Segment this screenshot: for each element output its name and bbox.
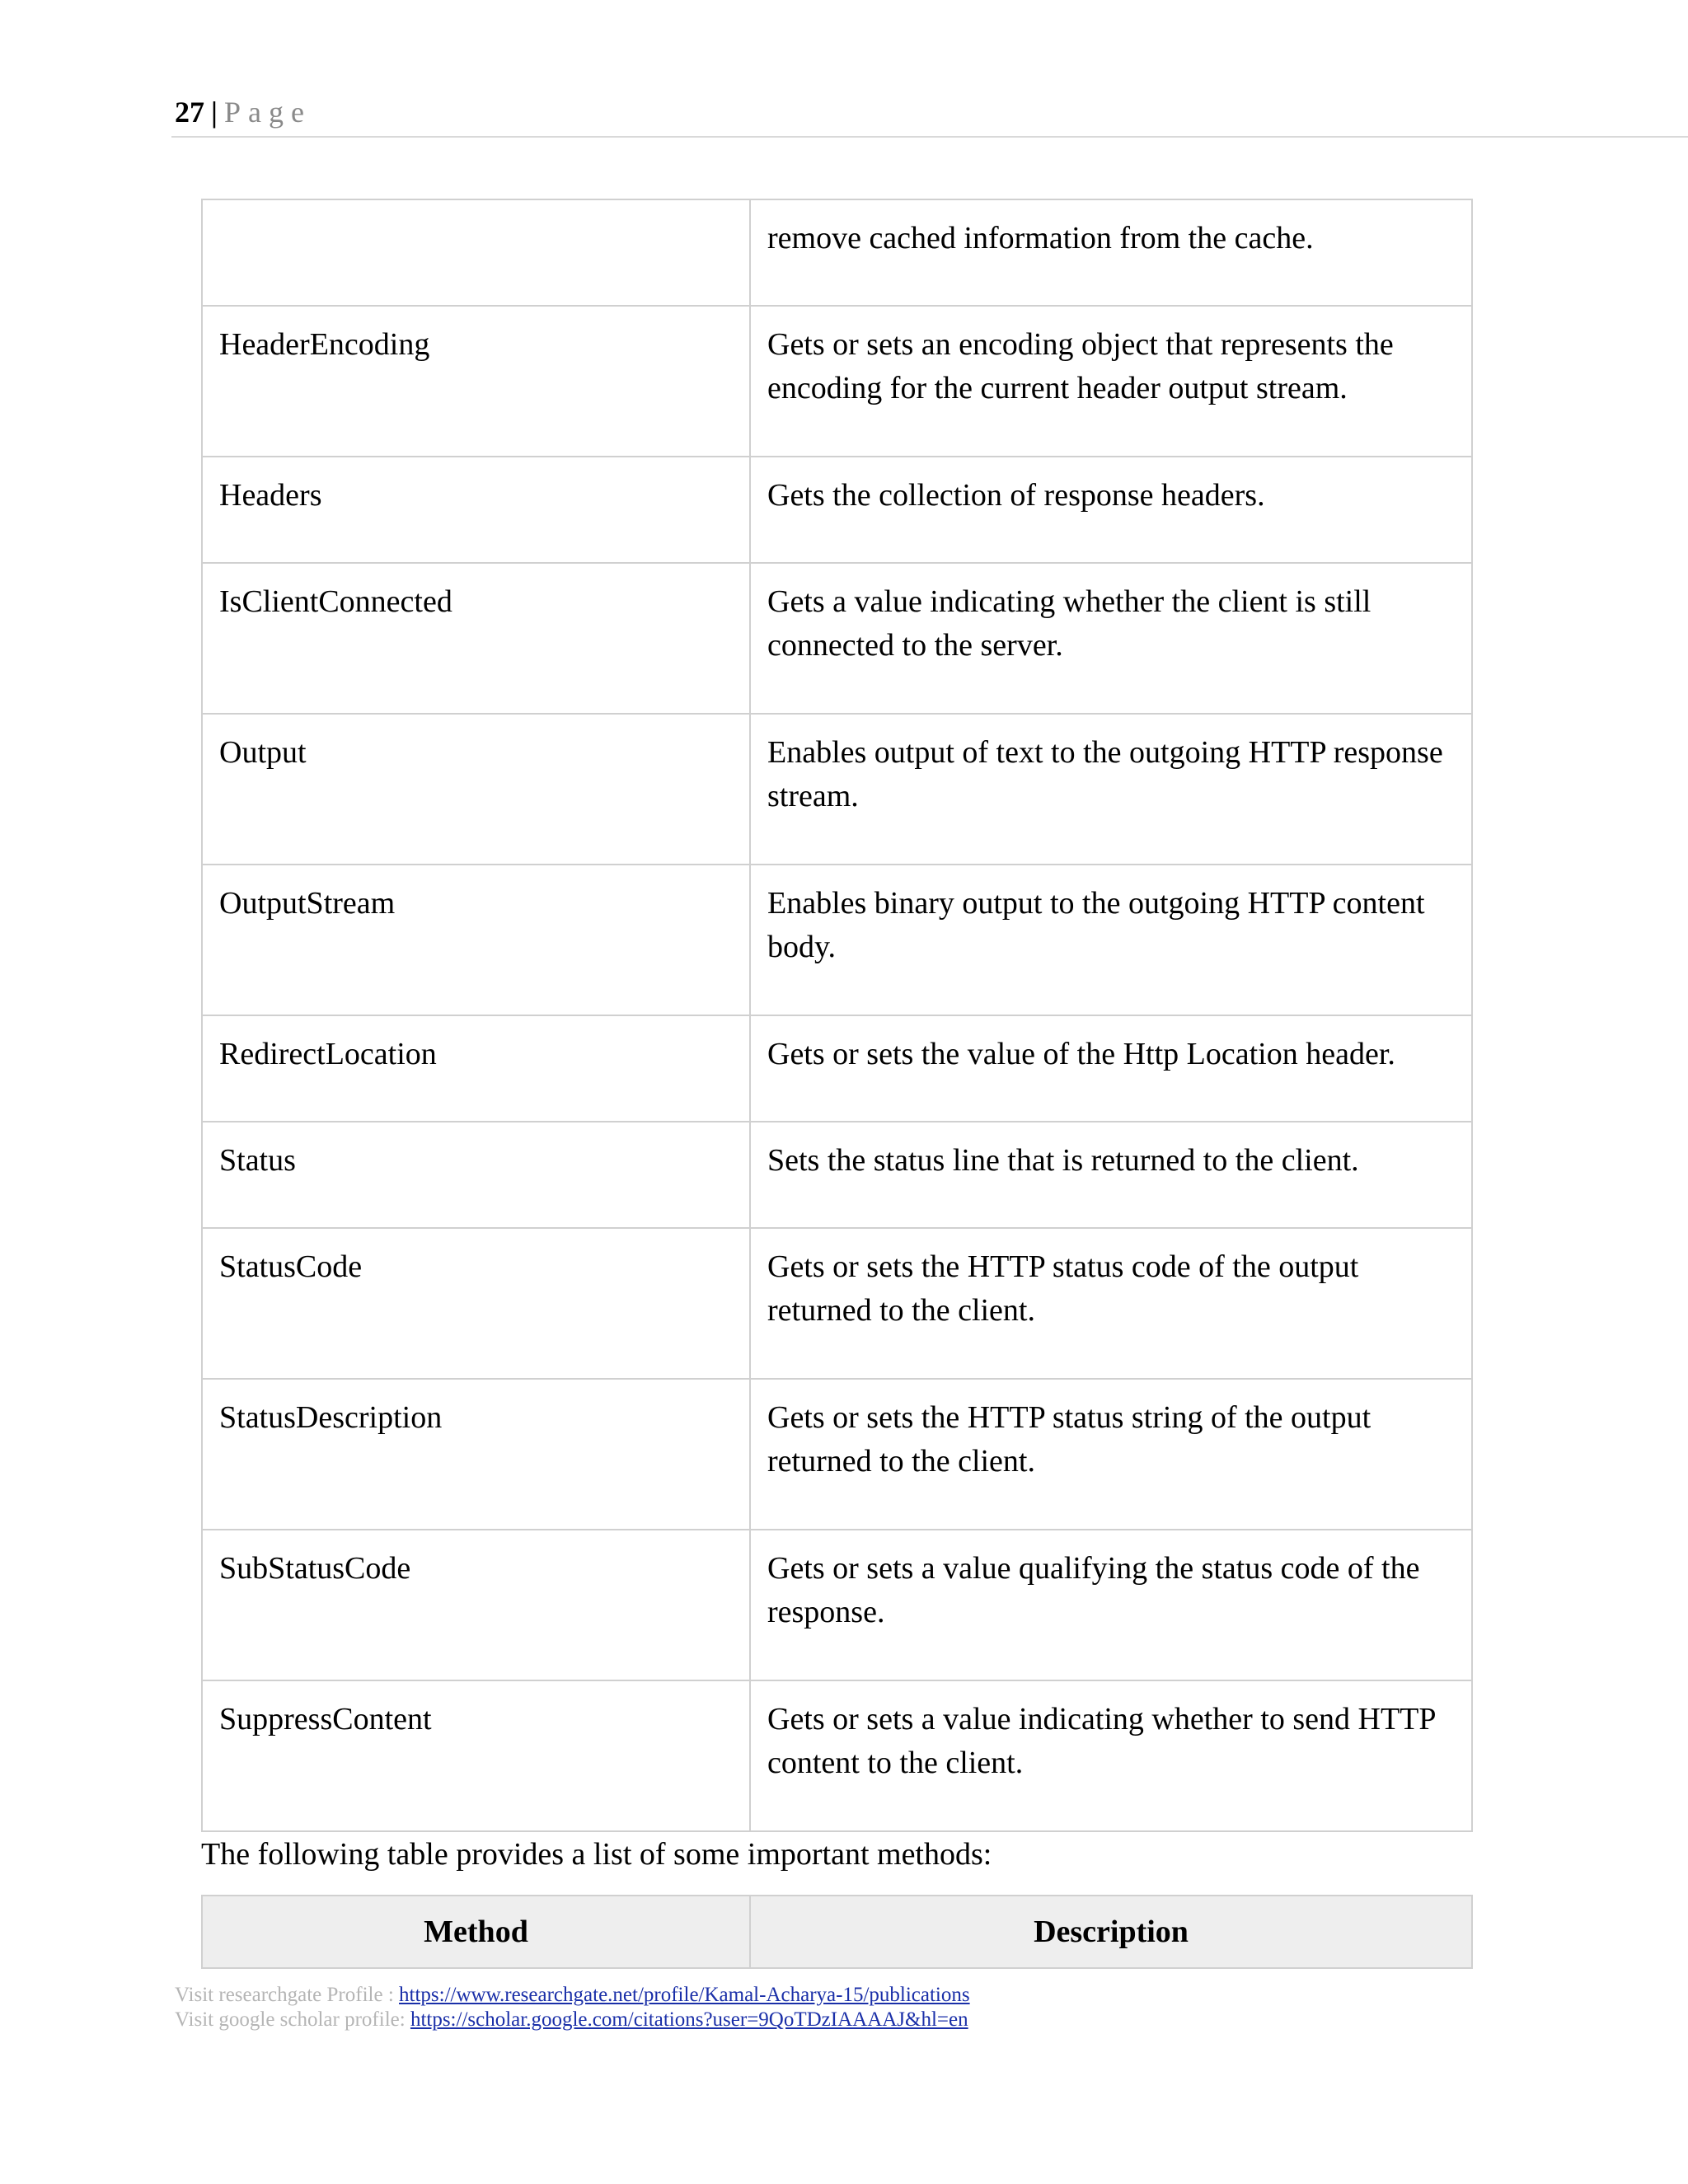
property-description-cell: Gets or sets a value qualifying the status code of the response.: [750, 1530, 1472, 1680]
table-row: [202, 714, 1472, 865]
property-description-cell: Gets or sets a value indicating whether to send HTTP content to the client.: [750, 1680, 1472, 1831]
scholar-line: [175, 2008, 970, 2032]
table-row: [202, 306, 1472, 457]
table-row: [202, 1228, 1472, 1379]
properties-table: [201, 199, 1473, 1832]
methods-intro-text: The following table provides a list of some important methods:: [201, 1837, 992, 1872]
property-description-cell: Gets or sets the HTTP status string of the output returned to the client.: [750, 1379, 1472, 1530]
property-description-cell: Enables binary output to the outgoing HTTP content body.: [750, 865, 1472, 1015]
property-description-cell: Gets a value indicating whether the client is still connected to the server.: [750, 563, 1472, 714]
table-header-row: [202, 1896, 1472, 1968]
header-divider: [171, 136, 1688, 138]
property-name-cell: StatusCode: [202, 1228, 750, 1379]
property-name-cell: SubStatusCode: [202, 1530, 750, 1680]
page-footer: [175, 1983, 970, 2032]
property-description-cell: Gets or sets the value of the Http Location header.: [750, 1015, 1472, 1122]
property-description-cell: Enables output of text to the outgoing HTTP response stream.: [750, 714, 1472, 865]
property-description-cell: remove cached information from the cache.: [750, 199, 1472, 306]
table-row: [202, 199, 1472, 306]
property-description-cell: Sets the status line that is returned to the client.: [750, 1122, 1472, 1228]
property-name-cell: SuppressContent: [202, 1680, 750, 1831]
method-column-header: Method: [202, 1896, 750, 1968]
page-header: [175, 97, 312, 127]
property-name-cell: [202, 199, 750, 306]
researchgate-label: Visit researchgate Profile :: [175, 1984, 400, 2006]
property-name-cell: Output: [202, 714, 750, 865]
property-name-cell: HeaderEncoding: [202, 306, 750, 457]
scholar-label: Visit google scholar profile:: [175, 2008, 410, 2031]
property-name-cell: StatusDescription: [202, 1379, 750, 1530]
property-name-cell: OutputStream: [202, 865, 750, 1015]
table-row: [202, 457, 1472, 563]
property-name-cell: Headers: [202, 457, 750, 563]
table-row: [202, 1530, 1472, 1680]
page-number: 27: [175, 96, 204, 129]
researchgate-line: [175, 1983, 970, 2008]
property-name-cell: IsClientConnected: [202, 563, 750, 714]
property-name-cell: Status: [202, 1122, 750, 1228]
scholar-link[interactable]: https://scholar.google.com/citations?user=9QoTDzIAAAAJ&hl=en: [410, 2008, 968, 2031]
page-word: Page: [223, 96, 312, 129]
property-name-cell: RedirectLocation: [202, 1015, 750, 1122]
property-description-cell: Gets or sets an encoding object that represents the encoding for the current header output stream.: [750, 306, 1472, 457]
page-separator: |: [211, 96, 218, 129]
property-description-cell: Gets the collection of response headers.: [750, 457, 1472, 563]
table-row: [202, 1122, 1472, 1228]
description-column-header: Description: [750, 1896, 1472, 1968]
table-row: [202, 1379, 1472, 1530]
table-row: [202, 1015, 1472, 1122]
table-row: [202, 563, 1472, 714]
methods-table: [201, 1895, 1473, 1969]
table-row: [202, 865, 1472, 1015]
researchgate-link[interactable]: https://www.researchgate.net/profile/Kamal-Acharya-15/publications: [399, 1984, 970, 2006]
table-row: [202, 1680, 1472, 1831]
property-description-cell: Gets or sets the HTTP status code of the output returned to the client.: [750, 1228, 1472, 1379]
